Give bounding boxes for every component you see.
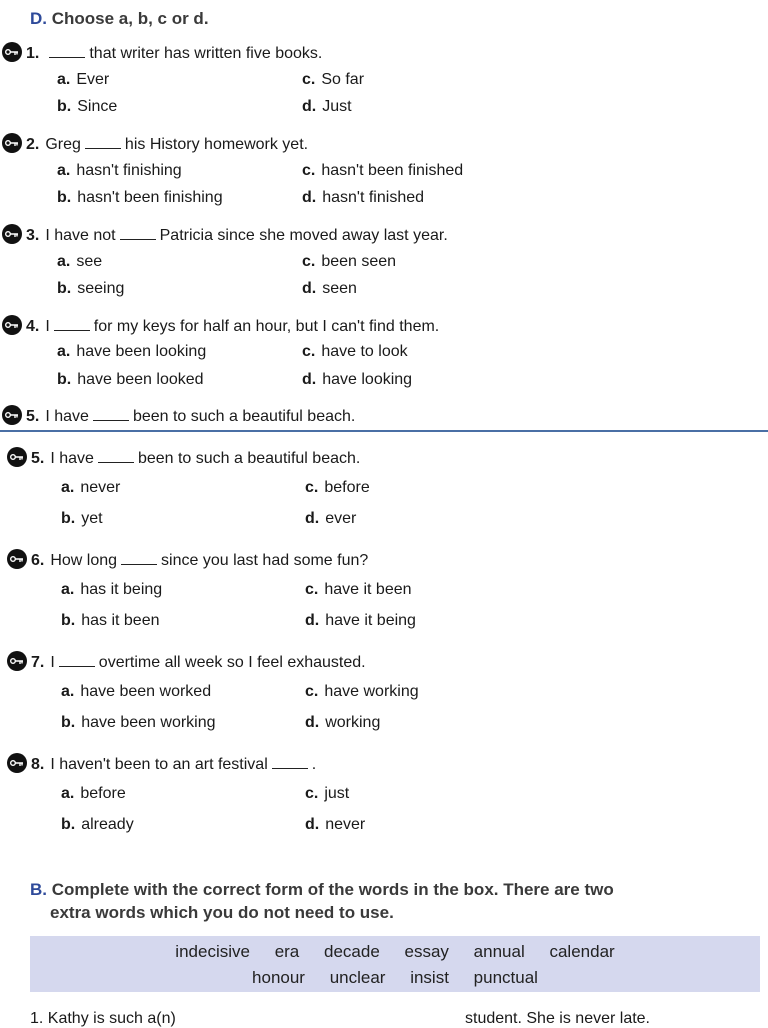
option-b[interactable]: b. has it been [61,612,160,629]
answer-blank[interactable] [59,652,95,667]
question-5-partial: 5. I have been to such a beautiful beach. [2,405,355,426]
option-a[interactable]: a. has it being [61,581,163,598]
word-item: insist [410,968,449,987]
option-c[interactable]: c. been seen [302,253,397,270]
question-5: 5. I have been to such a beautiful beach. [7,447,360,468]
option-c[interactable]: c. have it been [305,581,412,598]
word-box [30,936,760,992]
option-b[interactable]: b. Since [57,98,118,115]
option-b[interactable]: b. seeing [57,280,125,297]
word-item: unclear [329,968,386,987]
option-d[interactable]: d. hasn't finished [302,189,425,206]
word-item: decade [324,942,380,961]
option-c[interactable]: c. So far [302,71,365,88]
exercise-b-item-1-end: student. She is never late. [465,1010,650,1027]
answer-blank[interactable] [54,316,90,331]
section-title-text: Choose a, b, c or d. [51,9,209,28]
question-8: 8. I haven't been to an art festival . [7,753,316,774]
option-a[interactable]: a. hasn't finishing [57,162,182,179]
answer-blank[interactable] [85,134,121,149]
option-b[interactable]: b. have been working [61,714,216,731]
option-a[interactable]: a. Ever [57,71,110,88]
answer-blank[interactable] [120,225,156,240]
option-c[interactable]: c. have working [305,683,419,700]
option-b[interactable]: b. hasn't been finishing [57,189,223,206]
section-b-title: B. Complete with the correct form of the words in the box. There are two extra words which you do not need to use. [30,880,614,922]
word-item: era [274,942,300,961]
answer-blank[interactable] [121,550,157,565]
question-2: 2. Greg his History homework yet. [2,133,308,154]
option-d[interactable]: d. Just [302,98,352,115]
option-c[interactable]: c. have to look [302,343,408,360]
option-b[interactable]: b. yet [61,510,103,527]
option-a[interactable]: a. see [57,253,103,270]
section-letter: B. [30,880,47,899]
key-icon [7,753,27,773]
question-4: 4. I for my keys for half an hour, but I can't find them. [2,315,439,336]
option-d[interactable]: d. have looking [302,371,413,388]
word-item: punctual [473,968,538,987]
question-7: 7. I overtime all week so I feel exhausted. [7,651,366,672]
key-icon [2,315,22,335]
key-icon [7,447,27,467]
option-c[interactable]: c. just [305,785,350,802]
option-d[interactable]: d. working [305,714,381,731]
word-item: calendar [549,942,615,961]
exercise-b-item-1: 1. Kathy is such a(n) [30,1010,176,1027]
option-d[interactable]: d. have it being [305,612,416,629]
question-6: 6. How long since you last had some fun? [7,549,368,570]
option-a[interactable]: a. before [61,785,126,802]
key-icon [2,133,22,153]
option-a[interactable]: a. never [61,479,121,496]
answer-blank[interactable] [49,43,85,58]
key-icon [2,224,22,244]
section-d-title [30,9,209,29]
option-b[interactable]: b. already [61,816,134,833]
key-icon [2,42,22,62]
section-letter: D. [30,9,47,28]
option-a[interactable]: a. have been worked [61,683,212,700]
word-item: annual [473,942,525,961]
option-d[interactable]: d. seen [302,280,357,297]
answer-blank[interactable] [272,754,308,769]
question-1: 1. that writer has written five books. [2,42,322,63]
answer-blank[interactable] [98,448,134,463]
page-divider [0,430,768,432]
key-icon [2,405,22,425]
option-c[interactable]: c. hasn't been finished [302,162,464,179]
option-d[interactable]: d. never [305,816,366,833]
key-icon [7,549,27,569]
word-item: honour [252,968,305,987]
option-d[interactable]: d. ever [305,510,357,527]
word-item: essay [404,942,449,961]
key-icon [7,651,27,671]
question-3: 3. I have not Patricia since she moved away last year. [2,224,448,245]
option-c[interactable]: c. before [305,479,370,496]
option-a[interactable]: a. have been looking [57,343,207,360]
option-b[interactable]: b. have been looked [57,371,204,388]
word-item: indecisive [175,942,250,961]
answer-blank[interactable] [93,406,129,421]
